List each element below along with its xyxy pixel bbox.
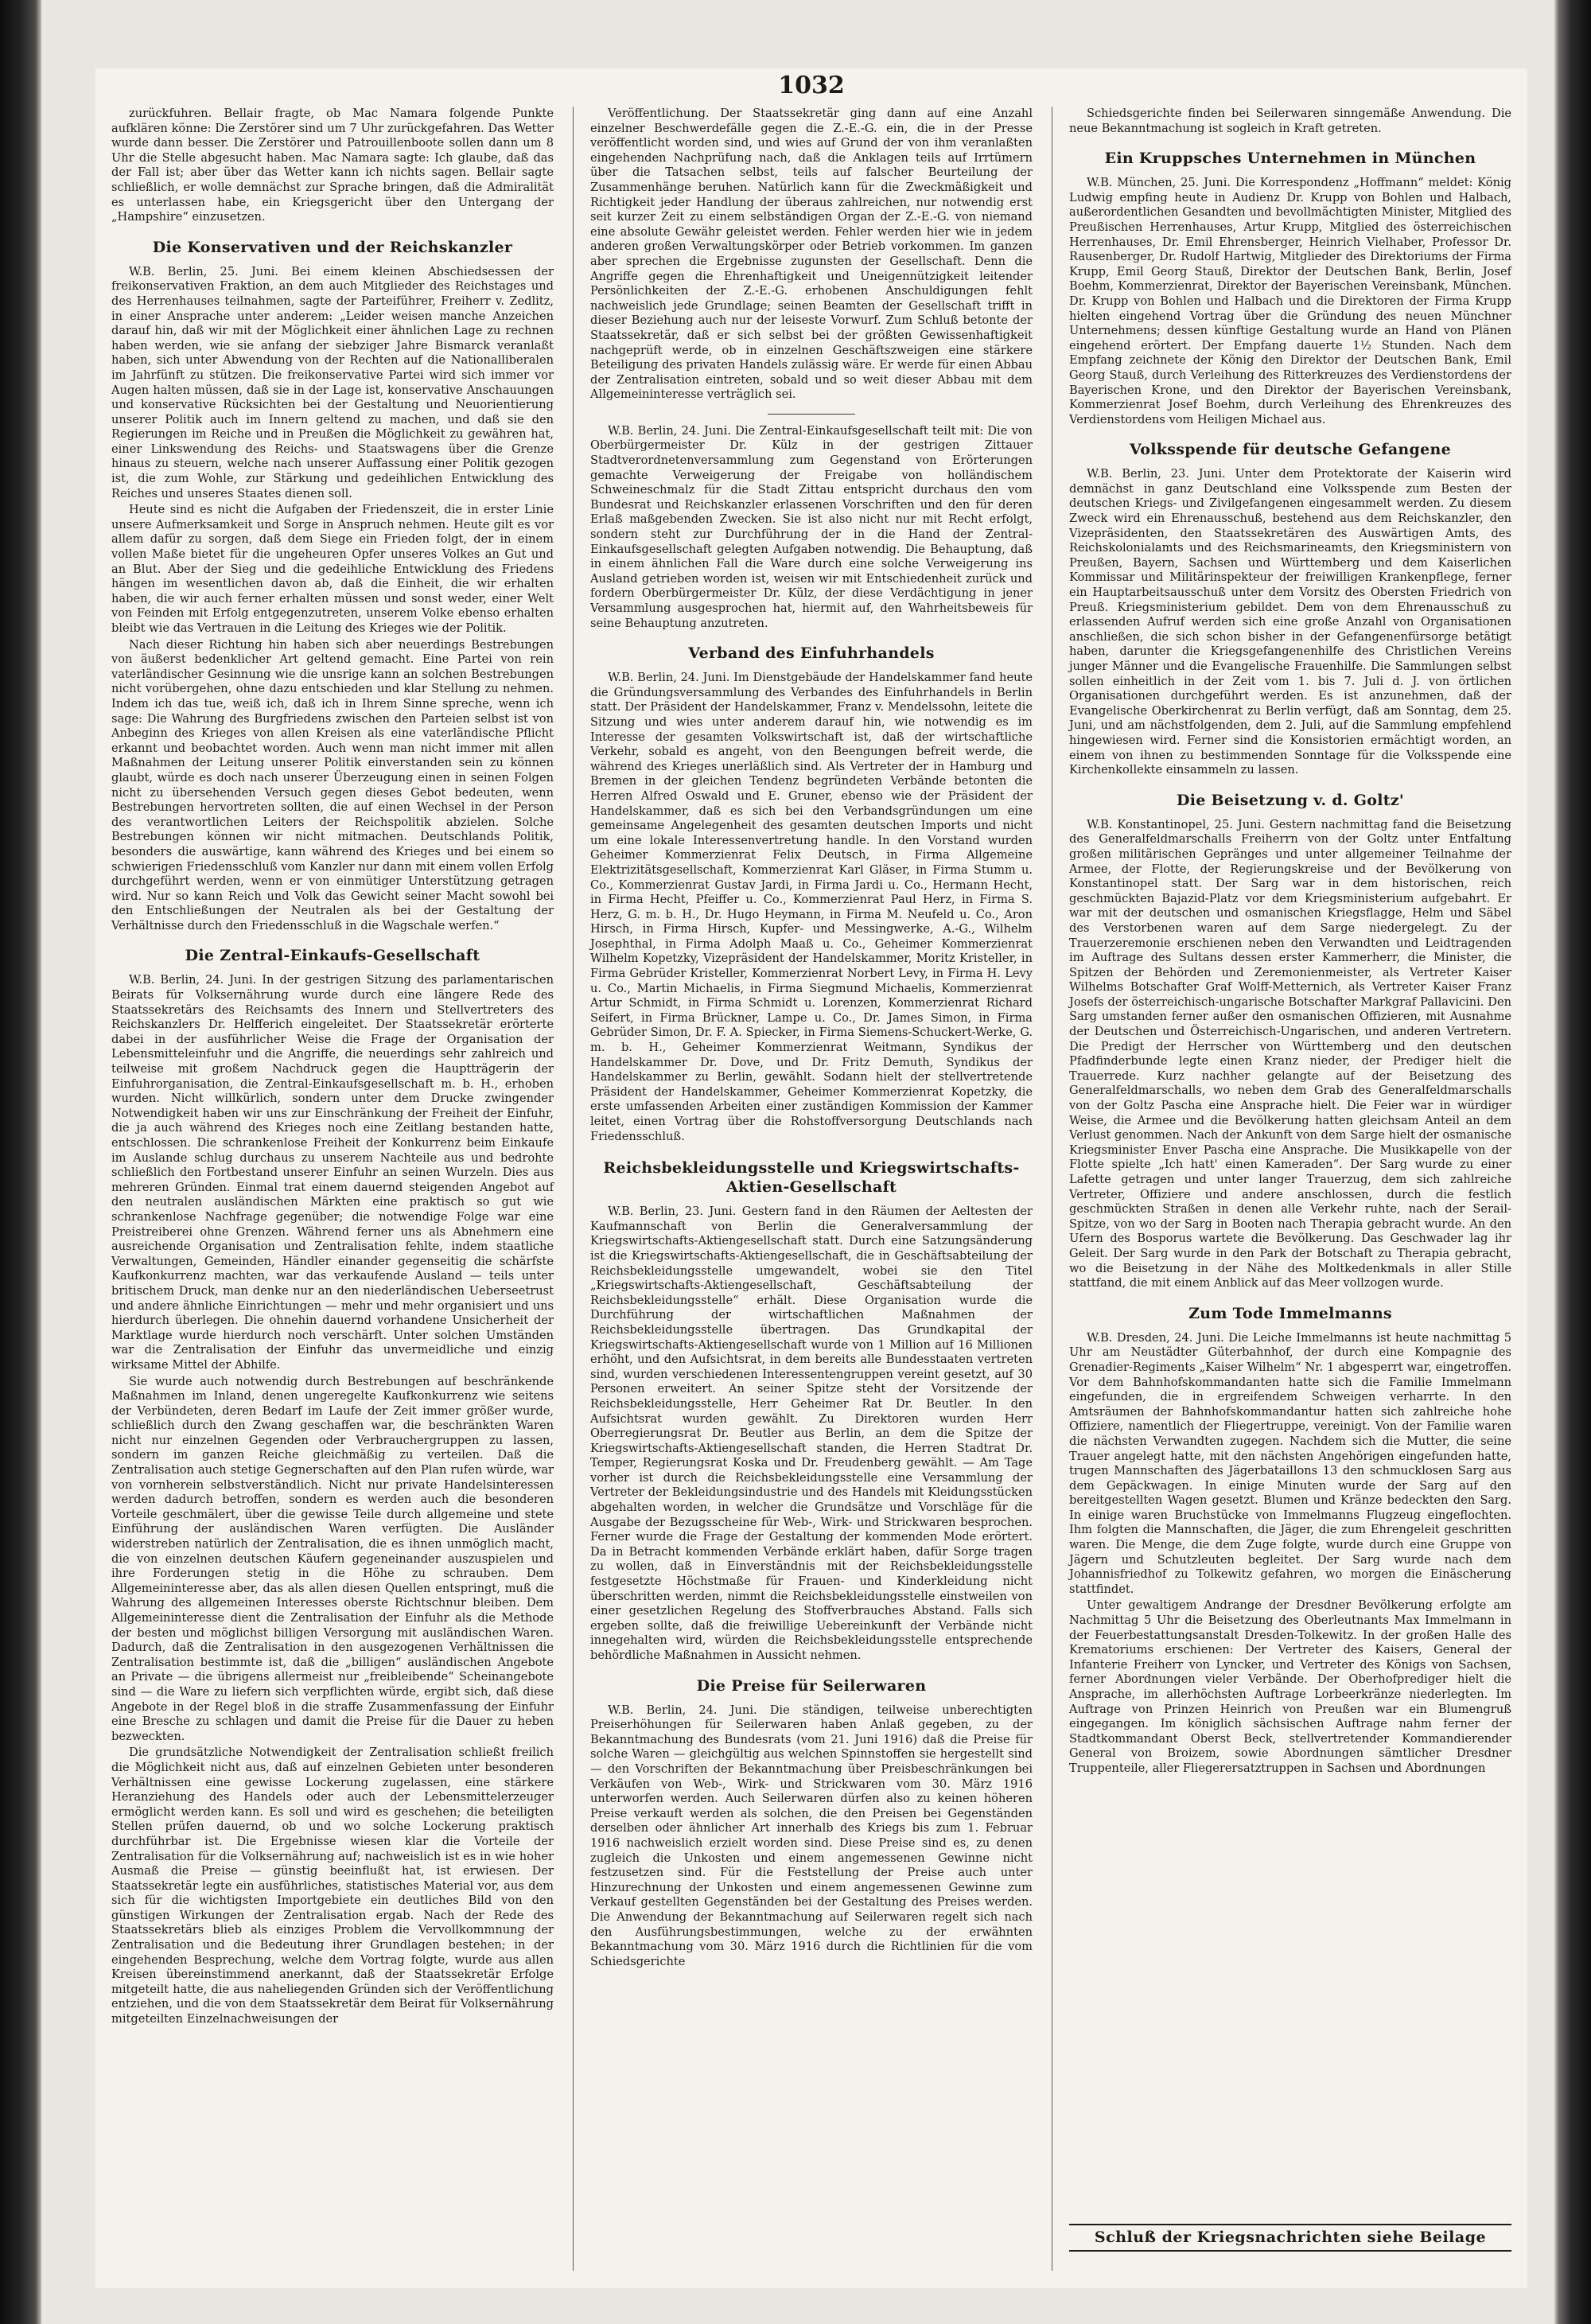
footer-note: Schluß der Kriegsnachrichten siehe Beilage (1069, 2224, 1511, 2252)
article-headline: Reichsbekleidungsstelle und Kriegswirtschafts-Aktien-Gesellschaft (603, 1159, 1020, 1197)
columns (111, 107, 1511, 2271)
column-1 (111, 107, 554, 2271)
article-paragraph: W.B. Berlin, 24. Juni. Die Zentral-Einkaufsgesellschaft teilt mit: Die von Oberbürgermeister Dr. Külz in der gestrigen Zittauer Stadtverordnetenversammlung zum Gegenstand von Erörterungen gemachte Verweigerung der Freigabe von holländischem Schweineschmalz für die Stadt Zittau entspricht durchaus den vom Bundesrat und Reichskanzler erlassenen Vorschriften und den für deren Erlaß maßgebenden Zwecken. Sie ist also nicht nur mit Recht erfolgt, sondern steht zur Durchführung der in die Hand der Zentral-Einkaufsgesellschaft gelegten Aufgaben notwendig. Die Behauptung, daß in einem ähnlichen Fall die Ware durch eine solche Verweigerung ins Ausland getrieben worden ist, weisen wir mit Entschiedenheit zurück und fordern Oberbürgermeister Dr. Külz, der diese Verdächtigung in jener Versammlung ausgesprochen hat, hiermit auf, den Wahrheitsbeweis für seine Behauptung anzutreten. (590, 423, 1033, 630)
column-3 (1069, 107, 1511, 2271)
article-paragraph: W.B. Berlin, 24. Juni. Im Dienstgebäude der Handelskammer fand heute die Gründungsversammlung des Verbandes des Einfuhrhandels in Berlin statt. Der Präsident der Handelskammer, Franz v. Mendelssohn, leitete die Sitzung und wies unter anderem darauf hin, wie notwendig es im Interesse der gesamten Volkswirtschaft ist, daß der wirtschaftliche Verkehr, sobald es angeht, von den Beengungen befreit werde, die während des Krieges unerläßlich sind. Als Vertreter der in Hamburg und Bremen in der gleichen Tendenz begründeten Verbände betonten die Herren Alfred Oswald und E. Gruner, ebenso wie der Präsident der Handelskammer, daß es sich bei den Verbandsgründungen um eine gemeinsame Angelegenheit des gesamten deutschen Imports und nicht um eine lokale Interessenvertretung handle. In den Vorstand wurden Geheimer Kommerzienrat Felix Deutsch, in Firma Allgemeine Elektrizitätsgesellschaft, Kommerzienrat Karl Gläser, in Firma Stumm u. Co., Kommerzienrat Gustav Jardi, in Firma Jardi u. Co., Hermann Hecht, in Firma Hecht, Pfeiffer u. Co., Kommerzienrat Paul Herz, in Firma S. Herz, G. m. b. H., Dr. Hugo Heymann, in Firma M. Neufeld u. Co., Aron Hirsch, in Firma Hirsch, Kupfer- und Messingwerke, A.-G., Wilhelm Josephthal, in Firma Adolph Maaß u. Co., Geheimer Kommerzienrat Wilhelm Kopetzky, Vizepräsident der Handelskammer, Moritz Kristeller, in Firma Gebrüder Kristeller, Kommerzienrat Norbert Levy, in Firma H. Levy u. Co., Martin Michaelis, in Firma Siegmund Michaelis, Kommerzienrat Artur Schmidt, in Firma Schmidt u. Lorenzen, Kommerzienrat Richard Seifert, in Firma Brückner, Lampe u. Co., Dr. James Simon, in Firma Gebrüder Simon, Dr. F. A. Spiecker, in Firma Siemens-Schuckert-Werke, G. m. b. H., Geheimer Kommerzienrat Weitmann, Syndikus der Handelskammer Dr. Dove, und Dr. Fritz Demuth, Syndikus der Handelskammer zu Berlin, gewählt. Sodann hielt der stellvertretende Präsident der Handelskammer, Geheimer Kommerzienrat Kopetzky, die erste umfassenden Arbeiten einer zuständigen Kommission der Kammer leitet, einen Vortrag über die Rohstoffversorgung Deutschlands nach Friedensschluß. (590, 671, 1033, 1143)
section-divider (768, 414, 855, 415)
article-headline: Die Beisetzung v. d. Goltz' (1176, 791, 1405, 809)
article-paragraph: W.B. Berlin, 24. Juni. In der gestrigen Sitzung des parlamentarischen Beirats für Volksernährung wurde durch eine längere Rede des Staatssekretärs des Reichsamts des Innern und Stellvertreters des Reichskanzlers Dr. Helfferich eingeleitet. Der Staatssekretär erörterte dabei in der ausführlicher Weise die Frage der Organisation der Lebensmitteleinfuhr und die Angriffe, die neuerdings sehr zahlreich und teilweise mit großem Nachdruck gegen die Hauptträgerin der Einfuhrorganisation, die Zentral-Einkaufsgesellschaft m. b. H., erhoben wurden. Nicht willkürlich, sondern unter dem Drucke zwingender Notwendigkeit haben wir uns zur Einschränkung der Freiheit der Einfuhr, die ja auch während des Krieges noch eine Zeitlang bestanden hatte, entschlossen. Die schrankenlose Freiheit der Konkurrenz beim Einkaufe im Auslande schlug durchaus zu unserem Nachteile aus und bedrohte schließlich den Fortbestand unserer Einfuhr an seinen Wurzeln. Dies aus mehreren Gründen. Einmal trat einem dauernd steigenden Angebot auf den neutralen ausländischen Märkten eine praktisch so gut wie schrankenlose Nachfrage gegenüber; die notwendige Folge war eine Preistreiberei ohne Grenzen. Während ferner uns als Abnehmern eine ausreichende Organisation und Zentralisation fehlte, indem staatliche Verwaltungen, Gemeinden, Händler einander gegenseitig die schärfste Kaufkonkurrenz machten, war das verkaufende Ausland — teils unter britischem Druck, man denke nur an den niederländischen Ueberseetrust und andere ähnliche Einrichtungen — mehr und mehr organisiert und uns hierdurch überlegen. Die ohnehin dauernd vorhandene Unsicherheit der Marktlage wurde hierdurch noch verschärft. Unter solchen Umständen war die Zentralisation der Einfuhr das unvermeidliche und einzig wirksame Mittel der Abhilfe. (111, 973, 554, 1372)
column-2 (590, 107, 1033, 2271)
article-headline: Die Preise für Seilerwaren (696, 1676, 927, 1695)
article-paragraph: W.B. Konstantinopel, 25. Juni. Gestern nachmittag fand die Beisetzung des Generalfeldmarschalls Freiherrn von der Goltz unter Entfaltung großen militärischen Gepränges und unter allgemeiner Teilnahme der Armee, der Flotte, der Regierungskreise und der Bevölkerung von Konstantinopel statt. Der Sarg war in dem historischen, reich geschmückten Bajazid-Platz vor dem Kriegsministerium aufgebahrt. Er war mit der deutschen und osmanischen Kriegsflagge, Helm und Säbel des Verstorbenen waren auf dem Sarge niedergelegt. Zu der Trauerzeremonie erschienen neben den Verwandten und Leidtragenden im Auftrage des Sultans dessen erster Kammerherr, die Minister, die Spitzen der Behörden und Zeremonienmeister, als Vertreter Kaiser Wilhelms Botschafter Graf Wolff-Metternich, als Vertreter Kaiser Franz Josefs der österreichisch-ungarische Botschafter Markgraf Pallavicini. Den Sarg umstanden ferner außer den osmanischen Offizieren, mit Ausnahme der Deutschen und Österreichisch-Ungarischen, und anderen Vertretern. Die Predigt der Herrscher von Württemberg und den deutschen Pfadfinderbunde legte einen Kranz nieder, der Prediger hielt die Trauerrede. Kurz nachher gelangte auf der Beisetzung des Generalfeldmarschalls, wo neben dem Grab des Generalfeldmarschalls von der Goltz Pascha eine Ansprache hielt. Die Feier war in würdiger Weise, die Armee und die Bevölkerung hatten gleichsam Anteil an dem Verlust genommen. Nach der Ankunft von dem Sarge hielt der osmanische Kriegsminister Enver Pascha eine Ansprache. Die Musikkapelle von der Flotte spielte „Ich hatt' einen Kameraden“. Der Sarg wurde zu einer Lafette getragen und unter langer Trauerzug, dem sich zahlreiche Vertreter, Offiziere und andere anschlossen, durch die festlich geschmückten Straßen in denen alle Verkehr ruhte, nach der Serail-Spitze, von wo der Sarg in Booten nach Therapia gebracht wurde. An den Ufern des Bosporus wartete die Bevölkerung. Das Geschwader lag ihr Geleit. Der Sarg wurde in den Park der Botschaft zu Therapia gebracht, wo die Beisetzung in der Nähe des Moltkedenkmals in aller Stille stattfand, die mit einem Anblick auf das Meer vollzogen wurde. (1069, 817, 1511, 1290)
article-paragraph: W.B. Dresden, 24. Juni. Die Leiche Immelmanns ist heute nachmittag 5 Uhr am Neustädter Güterbahnhof, der durch eine Kompagnie des Grenadier-Regiments „Kaiser Wilhelm“ Nr. 1 abgesperrt war, eingetroffen. Vor dem Bahnhofskommandanten hatte sich die Familie Immelmann eingefunden, die in ergreifendem Schweigen verharrte. In den Amtsräumen der Bahnhofskommandantur hatten sich zahlreiche hohe Offiziere, namentlich der Fliegertruppe, vereinigt. Von der Familie waren die nächsten Verwandten zugegen. Nachdem sich die Mutter, die seine Trauer angelegt hatte, mit den nächsten Angehörigen eingefunden hatte, trugen Mannschaften des Jägerbataillons 13 den schmucklosen Sarg aus dem Gepäckwagen. In einige Minuten wurde der Sarg auf den bereitgestellten Wagen gesetzt. Blumen und Kränze bedeckten den Sarg. In einige waren Bruchstücke von Immelmanns Flugzeug eingeflochten. Ihm folgten die Mannschaften, die Jäger, die zum Ehrengeleit geschritten waren. Die Menge, die dem Zuge folgte, wurde durch eine Gruppe von Jägern und Schutzleuten begleitet. Der Sarg wurde nach dem Johannisfriedhof zu Tolkewitz gefahren, wo morgen die Einäscherung stattfindet. (1069, 1330, 1511, 1596)
article-headline: Volksspende für deutsche Gefangene (1129, 441, 1452, 459)
article-paragraph: W.B. Berlin, 23. Juni. Gestern fand in den Räumen der Aeltesten der Kaufmannschaft von Berlin die Generalversammlung der Kriegswirtschafts-Aktiengesellschaft statt. Durch eine Satzungsänderung ist die Kriegswirtschafts-Aktiengesellschaft, die in Geschäftsabteilung der Reichsbekleidungsstelle umgewandelt, wobei sie den Titel „Kriegswirtschafts-Aktiengesellschaft, Geschäftsabteilung der Reichsbekleidungsstelle“ erhält. Diese Organisation wurde die Durchführung der wirtschaftlichen Maßnahmen der Reichsbekleidungsstelle übertragen. Das Grundkapital der Kriegswirtschafts-Aktiengesellschaft wurde von 1 Million auf 16 Millionen erhöht, und den Aufsichtsrat, in dem bereits alle Bundesstaaten vertreten sind, wurden verschiedenen Interessentengruppen vereint gesetzt, auf 30 Personen erweitert. An seiner Spitze steht der Vorsitzende der Reichsbekleidungsstelle, Herr Geheimer Rat Dr. Beutler. In den Aufsichtsrat wurden gewählt. Zu Direktoren wurden Herr Oberregierungsrat Dr. Beutler aus Berlin, an dem die Spitze der Kriegswirtschafts-Aktiengesellschaft standen, die Herren Stadtrat Dr. Temper, Regierungsrat Koska und Dr. Freudenberg gewählt. — Am Tage vorher ist durch die Reichsbekleidungsstelle eine Versammlung der Vertreter der Bekleidungsindustrie und des Handels mit Kleidungsstücken abgehalten worden, in welcher die Grundsätze und Vorschläge für die Ausgabe der Bezugsscheine für Web-, Wirk- und Strickwaren besprochen. Ferner wurde die Frage der Gestaltung der kommenden Mode erörtert. Da in Betracht kommenden Verbände erklärt haben, dafür Sorge tragen zu wollen, daß in Einverständnis mit der Reichsbekleidungsstelle festgesetzte Höchstmaße für Frauen- und Kinderkleidung nicht überschritten werden, nimmt die Reichsbekleidungsstelle einstweilen von einer gesetzlichen Regelung des Stoffverbrauches Abstand. Falls sich ergeben sollte, daß die freiwillige Uebereinkunft der Verbände nicht innegehalten wird, würden die Reichsbekleidungsstelle entsprechende behördliche Maßnahmen in Aussicht nehmen. (590, 1205, 1033, 1662)
article-paragraph: Sie wurde auch notwendig durch Bestrebungen auf beschränkende Maßnahmen im Inland, denen ungeregelte Kaufkonkurrenz wie seitens der Verbündeten, deren Bedarf im Laufe der Zeit immer größer wurde, schließlich durch den Zwang geschaffen war, die beschränkten Waren nicht nur einzelnen Gegenden oder Verbrauchergruppen zu lassen, sondern im ganzen Reiche gleichmäßig zu verteilen. Daß die Zentralisation auch stetige Gegnerschaften auf den Plan rufen würde, war von vornherein selbstverständlich. Nicht nur private Handelsinteressen werden dadurch betroffen, sondern es werden auch die besonderen Vorteile geschmälert, über die gewisse Teile durch allgemeine und stete Einführung der ausländischen Waren verfügten. Die Ausländer widerstreben natürlich der Zentralisation, die es ihnen unmöglich macht, die von einzelnen deutschen Käufern gegeneinander auszuspielen und ihre Forderungen stetig in die Höhe zu schrauben. Dem Allgemeininteresse aber, das als allen diesen Quellen entspringt, muß die Wahrung des allgemeinen Interesses oberste Richtschnur bleiben. Dem Allgemeininteresse dient die Zentralisation der Einfuhr als die Methode der besten und möglichst billigen Versorgung mit ausländischen Waren. Dadurch, daß die Zentralisation in den ausgezogenen Verhältnissen die Zentralisation bestimmte ist, daß die „billigen“ ausländischen Angebote an Private — die übrigens allermeist nur „freibleibende“ Scheinangebote sind — die Ware zu liefern sich verpflichten würde, ergibt sich, daß diese Angebote in der Regel bloß in die straffe Zusammenfassung der Einfuhr eine Bresche zu schlagen und damit die Preise für die Dauer zu heben bezweckten. (111, 1374, 554, 1743)
article-headline: Verband des Einfuhrhandels (688, 644, 935, 663)
newspaper-page (95, 68, 1527, 2288)
article-paragraph: W.B. Berlin, 23. Juni. Unter dem Protektorate der Kaiserin wird demnächst in ganz Deutschland eine Volksspende zum Besten der deutschen Kriegs- und Zivilgefangenen eingesammelt werden. Zu diesem Zweck wird ein Ehrenausschuß, bestehend aus dem Reichskanzler, den Vizepräsidenten, den Staatssekretären des Auswärtigen Amts, des Reichskolonialamts und des Reichsmarineamts, den Kriegsministern von Preußen, Bayern, Sachsen und Württemberg und dem Kaiserlichen Kommissar und Militärinspekteur der freiwilligen Krankenpflege, ferner ein Hauptarbeitsausschuß unter dem Vorsitz des Obersten Friedrich von Preuß. Kriegsministerium gebildet. Dem von dem Ehrenausschuß zu erlassenden Aufruf werden sich eine große Anzahl von Organisationen anschließen, die sich schon bisher in der Gefangenenfürsorge betätigt haben, darunter die Kriegsgefangenenhilfe des Christlichen Vereins junger Männer und die Evangelische Frauenhilfe. Die Sammlungen selbst sollen einheitlich in der Zeit vom 1. bis 7. Juli d. J. von örtlichen Organisationen durchgeführt werden. Es ist anzunehmen, daß der Evangelische Oberkirchenrat zu Berlin verfügt, daß am Sonntag, dem 25. Juni, und am nächstfolgenden, dem 2. Juli, auf die Sammlung empfehlend hingewiesen wird. Ferner sind die Konsistorien ermächtigt worden, an einem von ihnen zu bestimmenden Sonntage für die Volksspende eine Kirchenkollekte einsammeln zu lassen. (1069, 467, 1511, 777)
article-paragraph: Veröffentlichung. Der Staatssekretär ging dann auf eine Anzahl einzelner Beschwerdefälle gegen die Z.-E.-G. ein, die in der Presse veröffentlicht worden sind, und wies auf Grund der von ihm veranlaßten eingehenden Nachprüfung nach, daß die Anklagen teils auf Irrtümern über die Tatsachen selbst, teils auf falscher Beurteilung der Zusammenhänge beruhen. Natürlich kann für die Zweckmäßigkeit und Richtigkeit jeder Handlung der überaus zahlreichen, nur notwendig erst seit kurzer Zeit zu einem selbständigen Organ der Z.-E.-G. von niemand eine absolute Gewähr geleistet werden. Fehler werden hier wie in jedem anderen großen Verwaltungskörper oder Betrieb vorkommen. Im ganzen aber sprechen die Ergebnisse zugunsten der Gesellschaft. Denn die Angriffe gegen die Ehrenhaftigkeit und Uneigennützigkeit leitender Persönlichkeiten der Z.-E.-G. erhobenen Anschuldigungen fehlt nachweislich jede Grundlage; seinen Beamten der Gesellschaft trifft in dieser Beziehung auch nur der leiseste Vorwurf. Zum Schluß betonte der Staatssekretär, daß er sich selbst bei der größten Gewissenhaftigkeit nachgeprüft werde, ob in einzelnen Geschäftszweigen eine stärkere Beteiligung des privaten Handels zulässig wäre. Er werde für einen Abbau der Zentralisation eintreten, sobald und so weit dieser Abbau mit dem Allgemeininteresse verträglich sei. (590, 107, 1033, 402)
article-headline: Die Konservativen und der Reichskanzler (152, 238, 513, 256)
scan-edge-left (0, 0, 41, 2324)
article-paragraph: W.B. Berlin, 25. Juni. Bei einem kleinen Abschiedsessen der freikonservativen Fraktion, an dem auch Mitglieder des Reichstages und des Herrenhauses teilnahmen, sagte der Parteiführer, Freiherr v. Zedlitz, in einer Ansprache unter anderem: „Leider weisen manche Anzeichen darauf hin, daß wir mit der Möglichkeit einer ähnlichen Lage zu rechnen haben werden, wie sie anfang der siebziger Jahre Bismarck veranlaßt haben, sich unter Abwendung von der Rechten auf die Nationalliberalen im Jahrfünft zu stützen. Die freikonservative Partei wird sich immer vor Augen halten müssen, daß sie in der Lage ist, konservative Anschauungen und konservative Rücksichten bei der Gestaltung und Neuorientierung unserer Politik auch im Innern geltend zu machen, und daß sie den Regierungen im Reiche und in Preußen die Möglichkeit zu gewähren hat, einer Linkswendung des Reichs- und Staatswagens über die Grenze hinaus zu steuern, welche nach unserer Auffassung einer Politik gezogen ist, die zum Wohle, zur Stärkung und gedeihlichen Entwicklung des Reiches und unseres Staates dienen soll. (111, 264, 554, 500)
article-paragraph: Unter gewaltigem Andrange der Dresdner Bevölkerung erfolgte am Nachmittag 5 Uhr die Beisetzung des Oberleutnants Max Immelmann in der Feuerbestattungsanstalt Dresden-Tolkewitz. In der großen Halle des Krematoriums erschienen: Der Vertreter des Kaisers, General der Infanterie Freiherr von Lyncker, und Vertreter des Königs von Sachsen, ferner Abordnungen vieler Verbände. Der Oberhofprediger hielt die Ansprache, im allerhöchsten Auftrage Lorbeerkränze niederlegten. Im Auftrage von Prinzen Heinrich von Preußen war ein Blumengruß eingegangen. Im königlich sächsischen Auftrage nahm ferner der Stadtkommandant Oberst Beck, stellvertretender Kommandierender General von Broizem, sowie Abordnungen sämtlicher Dresdner Truppenteile, aller Fliegerersatztruppen in Sachsen und Abordnungen (1069, 1598, 1511, 1775)
scan-edge-right (1554, 0, 1591, 2324)
article-paragraph: Schiedsgerichte finden bei Seilerwaren sinngemäße Anwendung. Die neue Bekanntmachung ist sogleich in Kraft getreten. (1069, 107, 1511, 135)
article-paragraph: W.B. München, 25. Juni. Die Korrespondenz „Hoffmann“ meldet: König Ludwig empfing heute in Audienz Dr. Krupp von Bohlen und Halbach, außerordentlichen Gesandten und bevollmächtigten Minister, Mitglied des Preußischen Herrenhauses, Artur Krupp, Mitglied des österreichischen Herrenhauses, Dr. Emil Ehrensberger, Heinrich Vielhaber, Professor Dr. Rausenberger, Dr. Rudolf Hartwig, Mitglieder des Direktoriums der Firma Krupp, Emil Georg Stauß, Direktor der Deutschen Bank, Berlin, Josef Boehm, Kommerzienrat, Direktor der Bayerischen Vereinsbank, München. Dr. Krupp von Bohlen und Halbach und die Direktoren der Firma Krupp hielten eingehend Vortrag über die Gründung des neuen Münchner Unternehmens; dessen künftige Gestaltung wurde an Hand von Plänen eingehend erörtert. Der Empfang dauerte 1½ Stunden. Nach dem Empfang zeichnete der König den Direktor der Deutschen Bank, Emil Georg Stauß, durch Verleihung des Ritterkreuzes des Verdienstordens der Bayerischen Krone, und den Direktor der Bayerischen Vereinsbank, Kommerzienrat Josef Boehm, durch Verleihung des Ehrenkreuzes des Verdienstordens vom Heiligen Michael aus. (1069, 176, 1511, 426)
article-paragraph: zurückfuhren. Bellair fragte, ob Mac Namara folgende Punkte aufklären könne: Die Zerstörer sind um 7 Uhr zurückgefahren. Das Wetter wurde dann besser. Die Zerstörer und Patrouillenboote sollen dann um 8 Uhr die Stelle abgesucht haben. Mac Namara sagte: Ich glaube, daß das der Fall ist; aber über das Wetter kann ich nichts sagen. Bellair sagte schließlich, er wolle demnächst zur Sprache bringen, daß die Admiralität es unterlassen habe, ein Kriegsgericht über den Untergang der „Hampshire“ einzusetzen. (111, 107, 554, 224)
article-paragraph: Heute sind es nicht die Aufgaben der Friedenszeit, die in erster Linie unsere Aufmerksamkeit und Sorge in Anspruch nehmen. Heute gilt es vor allem dafür zu sorgen, daß dem Siege ein Frieden folgt, der in einem vollen Maße bietet für die ungeheuren Opfer unseres Volkes an Gut und an Blut. Aber der Sieg und die gedeihliche Entwicklung des Friedens hängen im wesentlichen davon ab, daß die Einheit, die wir erhalten haben, die wir auch ferner erhalten müssen und sonst weder, einer Welt von Feinden mit Erfolg entgegenzutreten, unserem Volke ebenso erhalten bleibt wie das Vertrauen in die Leitung des Krieges wie der Politik. (111, 503, 554, 635)
article-headline: Zum Tode Immelmanns (1188, 1304, 1392, 1322)
article-paragraph: Nach dieser Richtung hin haben sich aber neuerdings Bestrebungen von äußerst bedenklicher Art geltend gemacht. Eine Partei von rein vaterländischer Gesinnung wie die unsrige kann an solchen Bestrebungen nicht vorübergehen, ohne dazu entschieden und klar Stellung zu nehmen. Indem ich das tue, weiß ich, daß ich in Ihrem Sinne spreche, wenn ich sage: Die Wahrung des Burgfriedens zwischen den Parteien selbst ist von Anbeginn des Krieges von allen Kreisen als eine vaterländische Pflicht erkannt und beobachtet worden. Auch wenn man nicht immer mit allen Maßnahmen der Leitung unserer Politik einverstanden sein zu können glaubt, würde es doch nach unserer Überzeugung einen in seinen Folgen nicht zu übersehenden Versuch gegen dieses Gebot bedeuten, wenn Bestrebungen hervortreten sollten, die auf einen Wechsel in der Person des verantwortlichen Leiters der Reichspolitik abzielen. Solche Bestrebungen können wir nicht mitmachen. Deutschlands Politik, besonders die auswärtige, kann während des Krieges und bei einem so schwierigen Friedensschluß vom Kanzler nur dann mit einem vollen Erfolg durchgeführt werden, wenn er von einmütiger Unterstützung getragen wird. Nur so kann Reich und Volk das Gewicht seiner Macht sowohl bei den Entschließungen der Neutralen als bei der Gestaltung der Verhältnisse durch den Friedensschluß in die Wagschale werfen.“ (111, 637, 554, 932)
article-paragraph: Die grundsätzliche Notwendigkeit der Zentralisation schließt freilich die Möglichkeit nicht aus, daß auf einzelnen Gebieten unter besonderen Verhältnissen eine gewisse Lockerung zugelassen, eine stärkere Heranziehung des Handels oder auch der Lebensmittelerzeuger ermöglicht werden kann. Es soll und wird es geschehen; die beteiligten Stellen prüfen dauernd, ob und wo solche Lockerung praktisch durchführbar ist. Die Ergebnisse wiesen klar die Vorteile der Zentralisation für die Volksernährung auf; nachweislich ist es in wie hoher Ausmaß die Preise — günstig beeinflußt hat, ist erwiesen. Der Staatssekretär legte ein ausführliches, statistisches Material vor, aus dem sich für die wichtigsten Importgebiete ein deutliches Bild von den günstigen Wirkungen der Zentralisation ergab. Nach der Rede des Staatssekretärs blieb als einziges Problem die Vervollkommnung der Zentralisation und die Bedeutung ihrer Grundlagen bestehen; in der eingehenden Besprechung, welche dem Vortrag folgte, wurde aus allen Kreisen übereinstimmend anerkannt, daß der Staatssekretär Erfolge mitgeteilt hatte, die aus naheliegenden Gründen sich der Veröffentlichung entziehen, und die von dem Staatssekretär dem Beirat für Volksernährung mitgeteilten Einzelnachweisungen der (111, 1746, 554, 2026)
column-rule (573, 107, 574, 2271)
article-headline: Ein Kruppsches Unternehmen in München (1104, 150, 1476, 168)
article-paragraph: W.B. Berlin, 24. Juni. Die ständigen, teilweise unberechtigten Preiserhöhungen für Seilerwaren haben Anlaß gegeben, zu der Bekanntmachung des Bundesrats (vom 21. Juni 1916) daß die Preise für solche Waren — gleichgültig aus welchen Spinnstoffen sie hergestellt sind — den Vorschriften der Bekanntmachung über Preisbeschränkungen bei Verkäufen von Web-, Wirk- und Strickwaren vom 30. März 1916 unterworfen werden. Auch Seilerwaren dürfen also zu keinen höheren Preise verkauft werden als solchen, die den Preisen bei Gegenständen derselben oder ähnlicher Art innerhalb des Kriegs bis zum 1. Februar 1916 nachweislich erzielt worden sind. Diese Preise sind es, zu denen zugleich die Unkosten und einem angemessenen Gewinne nicht festzusetzen sind. Für die Feststellung der Preise auch unter Hinzurechnung der Unkosten und einem angemessenen Gewinne zum Verkauf gestellten Gegenständen bei der Gestaltung des Preises werden. Die Anwendung der Bekanntmachung auf Seilerwaren regelt sich nach den Ausführungsbestimmungen, welche zu der erwähnten Bekanntmachung vom 30. März 1916 durch die Richtlinien für die vom Schiedsgerichte (590, 1703, 1033, 1968)
article-headline: Die Zentral-Einkaufs-Gesellschaft (185, 947, 480, 965)
page-number: 1032 (778, 72, 845, 99)
